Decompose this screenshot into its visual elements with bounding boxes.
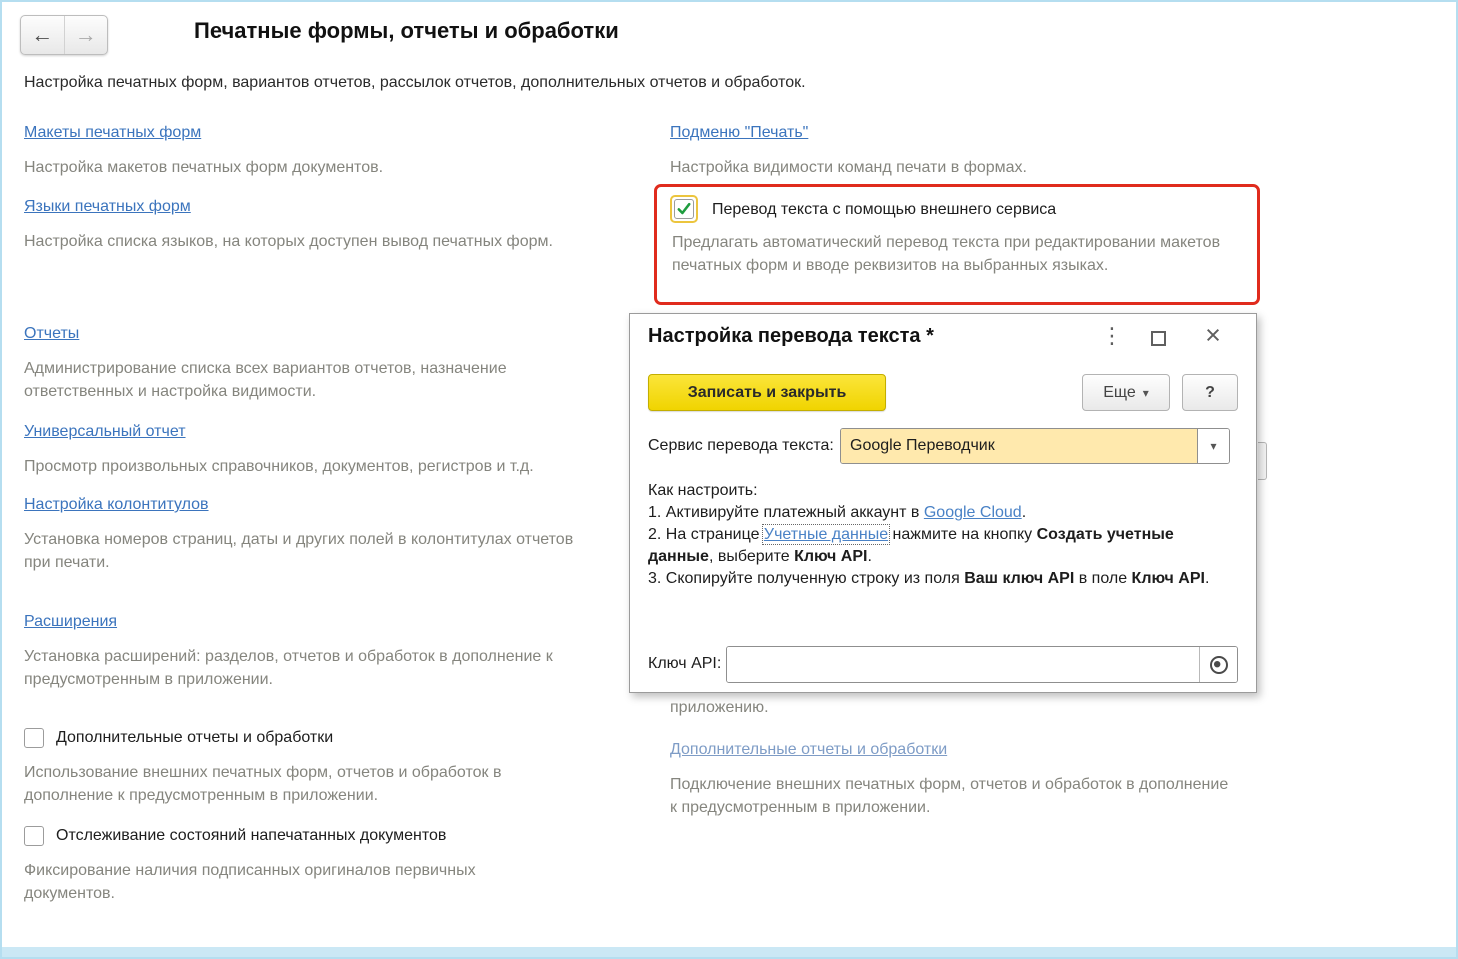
- partial-text-behind-dialog: приложению.: [670, 699, 769, 716]
- chevron-down-icon: ▾: [1142, 385, 1149, 400]
- desc-print-form-layouts: Настройка макетов печатных форм документов.: [24, 159, 384, 176]
- additional-reports-checkbox[interactable]: [24, 728, 44, 748]
- link-additional-reports-right[interactable]: Дополнительные отчеты и обработки: [670, 741, 948, 758]
- help-button[interactable]: ?: [1182, 374, 1238, 411]
- translation-checkbox-label: Перевод текста с помощью внешнего сервиса: [712, 201, 1057, 218]
- nav-history-group: [20, 15, 108, 55]
- forward-button[interactable]: [65, 16, 108, 54]
- eye-icon: [1208, 654, 1230, 676]
- link-universal-report[interactable]: Универсальный отчет: [24, 423, 186, 440]
- desc-print-submenu: Настройка видимости команд печати в формах.: [670, 159, 1027, 176]
- desc-translation-option: Предлагать автоматический перевод текста при редактировании макетов печатных форм и вводе реквизитов на выбранных языках.: [672, 234, 1221, 274]
- credentials-link[interactable]: Учетные данные: [763, 526, 889, 543]
- step3-bold2: Ключ API: [1131, 570, 1205, 587]
- link-print-form-languages[interactable]: Языки печатных форм: [24, 198, 191, 215]
- reveal-password-button[interactable]: [1199, 647, 1237, 682]
- link-print-form-layouts[interactable]: Макеты печатных форм: [24, 124, 202, 141]
- page-subtitle: Настройка печатных форм, вариантов отчетов, рассылок отчетов, дополнительных отчетов и обработок.: [24, 74, 806, 91]
- service-combobox-value: Google Переводчик: [841, 429, 1197, 463]
- service-dropdown-button[interactable]: [1197, 429, 1229, 463]
- forward-arrow-icon: →: [74, 22, 97, 47]
- setup-instructions: [648, 480, 1240, 590]
- desc-track-printed-docs: Фиксирование наличия подписанных оригиналов первичных документов.: [24, 862, 476, 902]
- step3-mid: в поле: [1074, 570, 1132, 587]
- step2-mid1: нажмите на кнопку: [888, 526, 1037, 543]
- additional-reports-checkbox-label: Дополнительные отчеты и обработки: [56, 729, 334, 746]
- step2-text: 2. На странице: [648, 526, 764, 543]
- api-key-field: [726, 646, 1238, 683]
- chevron-down-icon: ▾: [1210, 439, 1217, 453]
- translation-checkbox[interactable]: [674, 199, 694, 219]
- api-key-input[interactable]: [727, 647, 1199, 682]
- checkbox-row-additional-reports: [24, 728, 333, 748]
- link-extensions[interactable]: Расширения: [24, 613, 118, 630]
- google-cloud-link[interactable]: Google Cloud: [923, 504, 1022, 521]
- link-print-submenu[interactable]: Подменю "Печать": [670, 124, 809, 141]
- more-button[interactable]: [1082, 374, 1170, 411]
- step3-bold1: Ваш ключ API: [964, 570, 1075, 587]
- save-and-close-button[interactable]: Записать и закрыть: [648, 374, 886, 411]
- translation-settings-dialog: [629, 313, 1257, 693]
- step3-text: 3. Скопируйте полученную строку из поля: [648, 570, 965, 587]
- maximize-icon[interactable]: [1151, 331, 1166, 346]
- check-icon: [676, 201, 692, 217]
- bottom-accent-bar: [2, 947, 1456, 957]
- step1-text: 1. Активируйте платежный аккаунт в: [648, 504, 924, 521]
- more-button-label: Еще: [1103, 383, 1136, 401]
- desc-reports: Администрирование списка всех вариантов отчетов, назначение ответственных и настройка видимости.: [24, 360, 507, 400]
- step1-suffix: .: [1021, 504, 1027, 521]
- back-button[interactable]: [21, 16, 65, 54]
- instruction-step-2: [648, 524, 1240, 568]
- instruction-step-1: [648, 502, 1240, 524]
- back-arrow-icon: ←: [31, 22, 54, 47]
- service-field-label: Сервис перевода текста:: [648, 437, 834, 454]
- desc-extensions: Установка расширений: разделов, отчетов и обработок в дополнение к предусмотренным в приложении.: [24, 648, 553, 688]
- more-menu-icon[interactable]: ⋮: [1101, 323, 1123, 348]
- desc-print-form-languages: Настройка списка языков, на которых доступен вывод печатных форм.: [24, 233, 553, 250]
- dialog-title: Настройка перевода текста *: [648, 325, 934, 347]
- instructions-heading: Как настроить:: [648, 482, 758, 499]
- api-key-label: Ключ API:: [648, 655, 722, 672]
- step3-suffix: .: [1204, 570, 1210, 587]
- step2-mid2: , выберите: [708, 548, 795, 565]
- service-combobox[interactable]: [840, 428, 1230, 464]
- page-title: Печатные формы, отчеты и обработки: [194, 18, 619, 43]
- instruction-step-3: [648, 568, 1240, 590]
- step2-suffix: .: [867, 548, 872, 565]
- desc-universal-report: Просмотр произвольных справочников, документов, регистров и т.д.: [24, 458, 534, 475]
- close-icon[interactable]: ×: [1205, 320, 1221, 350]
- checkbox-row-track-printed-docs: [24, 826, 446, 846]
- desc-additional-reports-right: Подключение внешних печатных форм, отчетов и обработок в дополнение к предусмотренным в приложении.: [670, 776, 1229, 816]
- highlight-red-frame: [654, 184, 1260, 305]
- background-field-edge: [1258, 442, 1267, 480]
- track-printed-docs-checkbox[interactable]: [24, 826, 44, 846]
- link-reports[interactable]: Отчеты: [24, 325, 80, 342]
- translation-checkbox-focus-ring: [670, 195, 698, 223]
- step2-bold2: Ключ API: [794, 548, 868, 565]
- track-printed-docs-checkbox-label: Отслеживание состояний напечатанных документов: [56, 827, 447, 844]
- link-headers-footers[interactable]: Настройка колонтитулов: [24, 496, 209, 513]
- step2-bold1: Создать учетные данные: [648, 526, 1174, 565]
- desc-additional-reports: Использование внешних печатных форм, отчетов и обработок в дополнение к предусмотренным в приложении.: [24, 764, 502, 804]
- desc-headers-footers: Установка номеров страниц, даты и других полей в колонтитулах отчетов при печати.: [24, 531, 574, 571]
